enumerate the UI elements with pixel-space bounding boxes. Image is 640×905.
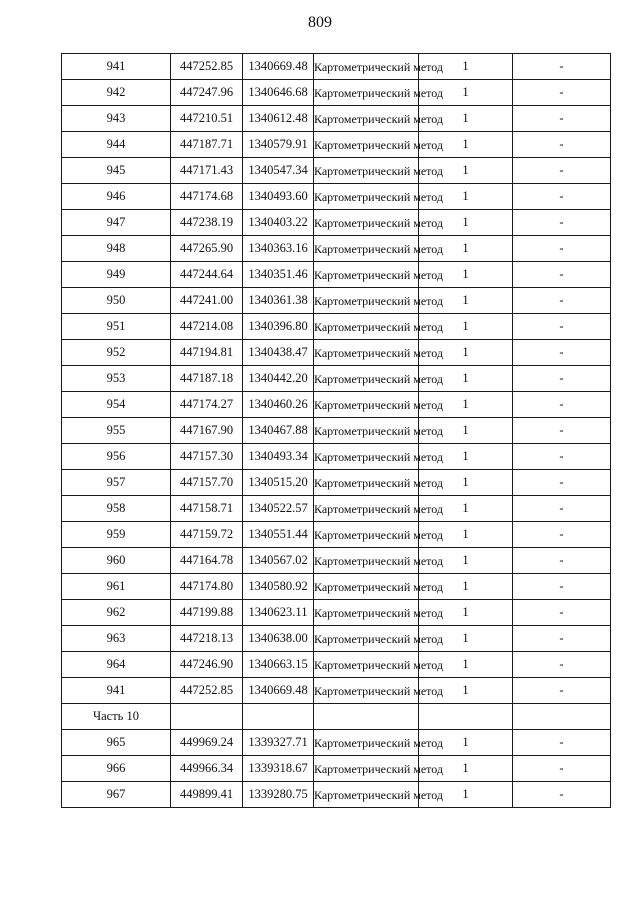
point-number-cell: 942 (62, 80, 171, 106)
method-cell: Картометрический метод (314, 652, 419, 678)
y-coordinate-cell: 1340623.11 (243, 600, 314, 626)
note-cell: - (513, 132, 611, 158)
accuracy-cell: 1 (419, 496, 513, 522)
part-row (62, 704, 611, 730)
table-row (62, 340, 611, 366)
point-number-cell: 944 (62, 132, 171, 158)
x-coordinate-cell: 447244.64 (171, 262, 243, 288)
y-coordinate-cell: 1339280.75 (243, 782, 314, 808)
note-cell: - (513, 782, 611, 808)
accuracy-cell: 1 (419, 652, 513, 678)
method-cell: Картометрический метод (314, 418, 419, 444)
y-coordinate-cell: 1340467.88 (243, 418, 314, 444)
point-number-cell: 947 (62, 210, 171, 236)
y-coordinate-cell: 1339318.67 (243, 756, 314, 782)
method-cell: Картометрический метод (314, 80, 419, 106)
accuracy-cell: 1 (419, 782, 513, 808)
method-cell: Картометрический метод (314, 366, 419, 392)
table-row (62, 80, 611, 106)
y-coordinate-cell: 1340438.47 (243, 340, 314, 366)
empty-cell (419, 704, 513, 730)
x-coordinate-cell: 447252.85 (171, 678, 243, 704)
note-cell: - (513, 210, 611, 236)
table-row (62, 652, 611, 678)
point-number-cell: 959 (62, 522, 171, 548)
empty-cell (171, 704, 243, 730)
note-cell: - (513, 54, 611, 80)
y-coordinate-cell: 1340460.26 (243, 392, 314, 418)
table-row (62, 730, 611, 756)
note-cell: - (513, 184, 611, 210)
x-coordinate-cell: 447265.90 (171, 236, 243, 262)
note-cell: - (513, 756, 611, 782)
method-cell: Картометрический метод (314, 470, 419, 496)
method-cell: Картометрический метод (314, 236, 419, 262)
table-row (62, 236, 611, 262)
table-row (62, 574, 611, 600)
point-number-cell: 946 (62, 184, 171, 210)
note-cell: - (513, 158, 611, 184)
point-number-cell: 955 (62, 418, 171, 444)
y-coordinate-cell: 1340579.91 (243, 132, 314, 158)
x-coordinate-cell: 447252.85 (171, 54, 243, 80)
accuracy-cell: 1 (419, 340, 513, 366)
empty-cell (513, 704, 611, 730)
point-number-cell: 957 (62, 470, 171, 496)
accuracy-cell: 1 (419, 392, 513, 418)
method-cell: Картометрический метод (314, 678, 419, 704)
point-number-cell: 948 (62, 236, 171, 262)
method-cell: Картометрический метод (314, 340, 419, 366)
note-cell: - (513, 80, 611, 106)
x-coordinate-cell: 447174.80 (171, 574, 243, 600)
x-coordinate-cell: 449969.24 (171, 730, 243, 756)
accuracy-cell: 1 (419, 184, 513, 210)
point-number-cell: 962 (62, 600, 171, 626)
method-cell: Картометрический метод (314, 730, 419, 756)
table-row (62, 314, 611, 340)
accuracy-cell: 1 (419, 314, 513, 340)
accuracy-cell: 1 (419, 730, 513, 756)
table-row (62, 756, 611, 782)
note-cell: - (513, 366, 611, 392)
note-cell: - (513, 574, 611, 600)
accuracy-cell: 1 (419, 158, 513, 184)
y-coordinate-cell: 1340403.22 (243, 210, 314, 236)
x-coordinate-cell: 447167.90 (171, 418, 243, 444)
method-cell: Картометрический метод (314, 626, 419, 652)
y-coordinate-cell: 1340361.38 (243, 288, 314, 314)
table-row (62, 470, 611, 496)
y-coordinate-cell: 1340669.48 (243, 54, 314, 80)
x-coordinate-cell: 447247.96 (171, 80, 243, 106)
table-row (62, 548, 611, 574)
x-coordinate-cell: 447241.00 (171, 288, 243, 314)
point-number-cell: 966 (62, 756, 171, 782)
note-cell: - (513, 678, 611, 704)
method-cell: Картометрический метод (314, 392, 419, 418)
note-cell: - (513, 262, 611, 288)
x-coordinate-cell: 447159.72 (171, 522, 243, 548)
x-coordinate-cell: 447164.78 (171, 548, 243, 574)
method-cell: Картометрический метод (314, 522, 419, 548)
method-cell: Картометрический метод (314, 574, 419, 600)
point-number-cell: 965 (62, 730, 171, 756)
point-number-cell: 950 (62, 288, 171, 314)
note-cell: - (513, 392, 611, 418)
method-cell: Картометрический метод (314, 600, 419, 626)
accuracy-cell: 1 (419, 210, 513, 236)
accuracy-cell: 1 (419, 678, 513, 704)
accuracy-cell: 1 (419, 444, 513, 470)
point-number-cell: 954 (62, 392, 171, 418)
table-row (62, 210, 611, 236)
x-coordinate-cell: 447174.68 (171, 184, 243, 210)
table-row (62, 600, 611, 626)
y-coordinate-cell: 1340547.34 (243, 158, 314, 184)
y-coordinate-cell: 1340663.15 (243, 652, 314, 678)
method-cell: Картометрический метод (314, 184, 419, 210)
accuracy-cell: 1 (419, 54, 513, 80)
y-coordinate-cell: 1339327.71 (243, 730, 314, 756)
method-cell: Картометрический метод (314, 106, 419, 132)
table-row (62, 496, 611, 522)
note-cell: - (513, 106, 611, 132)
point-number-cell: 958 (62, 496, 171, 522)
point-number-cell: 951 (62, 314, 171, 340)
table-row (62, 522, 611, 548)
accuracy-cell: 1 (419, 756, 513, 782)
x-coordinate-cell: 449899.41 (171, 782, 243, 808)
x-coordinate-cell: 447187.18 (171, 366, 243, 392)
x-coordinate-cell: 447194.81 (171, 340, 243, 366)
point-number-cell: 956 (62, 444, 171, 470)
method-cell: Картометрический метод (314, 782, 419, 808)
x-coordinate-cell: 447246.90 (171, 652, 243, 678)
note-cell: - (513, 444, 611, 470)
table-row (62, 444, 611, 470)
note-cell: - (513, 340, 611, 366)
y-coordinate-cell: 1340580.92 (243, 574, 314, 600)
y-coordinate-cell: 1340442.20 (243, 366, 314, 392)
accuracy-cell: 1 (419, 106, 513, 132)
method-cell: Картометрический метод (314, 548, 419, 574)
table-row (62, 678, 611, 704)
method-cell: Картометрический метод (314, 54, 419, 80)
note-cell: - (513, 496, 611, 522)
x-coordinate-cell: 447158.71 (171, 496, 243, 522)
point-number-cell: 941 (62, 678, 171, 704)
accuracy-cell: 1 (419, 80, 513, 106)
x-coordinate-cell: 447199.88 (171, 600, 243, 626)
y-coordinate-cell: 1340363.16 (243, 236, 314, 262)
x-coordinate-cell: 447171.43 (171, 158, 243, 184)
table-row (62, 262, 611, 288)
y-coordinate-cell: 1340493.34 (243, 444, 314, 470)
y-coordinate-cell: 1340567.02 (243, 548, 314, 574)
method-cell: Картометрический метод (314, 158, 419, 184)
note-cell: - (513, 522, 611, 548)
y-coordinate-cell: 1340638.00 (243, 626, 314, 652)
y-coordinate-cell: 1340612.48 (243, 106, 314, 132)
x-coordinate-cell: 447157.30 (171, 444, 243, 470)
method-cell: Картометрический метод (314, 444, 419, 470)
point-number-cell: 943 (62, 106, 171, 132)
point-number-cell: 967 (62, 782, 171, 808)
point-number-cell: 960 (62, 548, 171, 574)
y-coordinate-cell: 1340493.60 (243, 184, 314, 210)
empty-cell (243, 704, 314, 730)
note-cell: - (513, 600, 611, 626)
table-row (62, 366, 611, 392)
table-row (62, 418, 611, 444)
coordinates-table (61, 53, 611, 808)
note-cell: - (513, 314, 611, 340)
note-cell: - (513, 288, 611, 314)
point-number-cell: 949 (62, 262, 171, 288)
accuracy-cell: 1 (419, 574, 513, 600)
x-coordinate-cell: 447174.27 (171, 392, 243, 418)
table-row (62, 782, 611, 808)
note-cell: - (513, 418, 611, 444)
accuracy-cell: 1 (419, 262, 513, 288)
accuracy-cell: 1 (419, 288, 513, 314)
note-cell: - (513, 470, 611, 496)
accuracy-cell: 1 (419, 626, 513, 652)
empty-cell (314, 704, 419, 730)
table-row (62, 184, 611, 210)
x-coordinate-cell: 447187.71 (171, 132, 243, 158)
table-row (62, 288, 611, 314)
page-number: 809 (308, 14, 332, 31)
y-coordinate-cell: 1340515.20 (243, 470, 314, 496)
table-row (62, 626, 611, 652)
x-coordinate-cell: 447238.19 (171, 210, 243, 236)
point-number-cell: 945 (62, 158, 171, 184)
y-coordinate-cell: 1340669.48 (243, 678, 314, 704)
note-cell: - (513, 626, 611, 652)
y-coordinate-cell: 1340551.44 (243, 522, 314, 548)
table-row (62, 392, 611, 418)
accuracy-cell: 1 (419, 600, 513, 626)
point-number-cell: 961 (62, 574, 171, 600)
accuracy-cell: 1 (419, 522, 513, 548)
accuracy-cell: 1 (419, 366, 513, 392)
table-row (62, 132, 611, 158)
x-coordinate-cell: 447214.08 (171, 314, 243, 340)
part-label: Часть 10 (62, 704, 171, 730)
note-cell: - (513, 730, 611, 756)
point-number-cell: 941 (62, 54, 171, 80)
method-cell: Картометрический метод (314, 210, 419, 236)
note-cell: - (513, 236, 611, 262)
x-coordinate-cell: 447218.13 (171, 626, 243, 652)
y-coordinate-cell: 1340396.80 (243, 314, 314, 340)
method-cell: Картометрический метод (314, 756, 419, 782)
note-cell: - (513, 652, 611, 678)
accuracy-cell: 1 (419, 470, 513, 496)
point-number-cell: 952 (62, 340, 171, 366)
method-cell: Картометрический метод (314, 496, 419, 522)
accuracy-cell: 1 (419, 236, 513, 262)
coordinates-table-body (62, 54, 611, 808)
y-coordinate-cell: 1340351.46 (243, 262, 314, 288)
note-cell: - (513, 548, 611, 574)
table-row (62, 158, 611, 184)
accuracy-cell: 1 (419, 132, 513, 158)
method-cell: Картометрический метод (314, 314, 419, 340)
method-cell: Картометрический метод (314, 288, 419, 314)
point-number-cell: 964 (62, 652, 171, 678)
y-coordinate-cell: 1340646.68 (243, 80, 314, 106)
x-coordinate-cell: 449966.34 (171, 756, 243, 782)
point-number-cell: 963 (62, 626, 171, 652)
accuracy-cell: 1 (419, 418, 513, 444)
method-cell: Картометрический метод (314, 132, 419, 158)
x-coordinate-cell: 447210.51 (171, 106, 243, 132)
table-row (62, 54, 611, 80)
accuracy-cell: 1 (419, 548, 513, 574)
x-coordinate-cell: 447157.70 (171, 470, 243, 496)
point-number-cell: 953 (62, 366, 171, 392)
table-row (62, 106, 611, 132)
method-cell: Картометрический метод (314, 262, 419, 288)
y-coordinate-cell: 1340522.57 (243, 496, 314, 522)
